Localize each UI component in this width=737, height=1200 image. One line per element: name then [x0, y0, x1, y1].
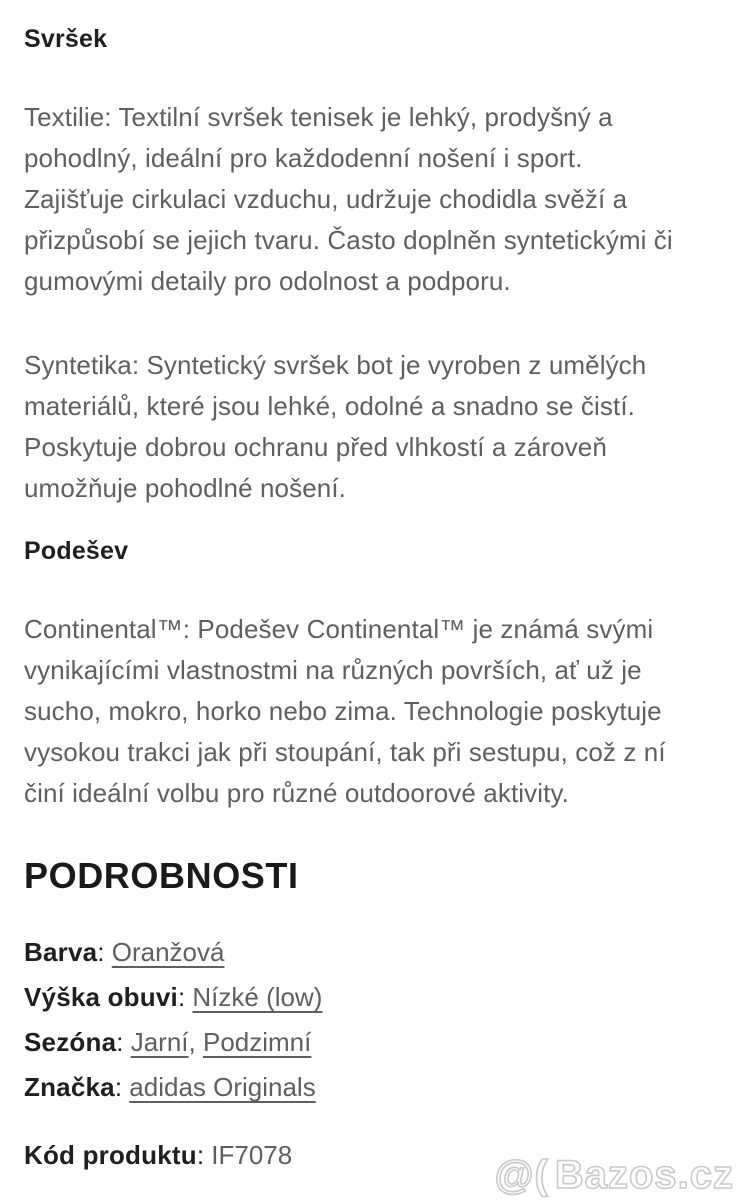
paragraph-syntetika: Syntetika: Syntetický svršek bot je vyroben z umělých materiálů, které jsou lehké, odolné a snadno se čistí. Poskytuje dobrou ochranu před vlhkostí a zároveň umožňuje pohodlné nošení. — [24, 350, 647, 503]
detail-link-podzimni[interactable]: Podzimní — [202, 1027, 312, 1057]
detail-colon: : — [116, 1027, 124, 1057]
bazos-logo-icon: @( — [494, 1153, 549, 1197]
detail-colon: : — [177, 982, 186, 1012]
detail-link-jarni[interactable]: Jarní — [130, 1027, 189, 1057]
detail-row-sezona — [24, 1027, 689, 1058]
detail-link-adidas-originals[interactable]: adidas Originals — [129, 1072, 316, 1102]
detail-label-kod-produktu: Kód produktu — [24, 1140, 197, 1170]
bazos-watermark — [495, 1154, 735, 1196]
detail-colon: : — [114, 1072, 123, 1102]
detail-label-sezona: Sezóna — [24, 1027, 117, 1057]
detail-link-nizke-low[interactable]: Nízké (low) — [192, 982, 323, 1012]
detail-separator: , — [188, 1027, 196, 1057]
detail-row-barva — [24, 937, 689, 968]
paragraph-continental: Continental™: Podešev Continental™ je známá svými vynikajícími vlastnostmi na různých površích, ať už je sucho, mokro, horko nebo zima. Technologie poskytuje vysokou trakci jak při stoupání, tak při sestupu, což z ní činí ideální volbu pro různé outdoorové aktivity. — [24, 614, 666, 808]
detail-row-znacka — [24, 1072, 689, 1103]
product-code-value: IF7078 — [211, 1140, 293, 1170]
detail-label-barva: Barva — [24, 937, 98, 967]
detail-link-oranzova[interactable]: Oranžová — [111, 937, 225, 967]
detail-row-vyska-obuvi — [24, 982, 689, 1013]
detail-colon: : — [97, 937, 105, 967]
bazos-watermark-text: Bazos.cz — [554, 1153, 734, 1197]
section-heading-podesev: Podešev — [24, 537, 129, 565]
section-heading-svrsek: Svršek — [24, 25, 108, 53]
details-title: PODROBNOSTI — [24, 855, 299, 896]
detail-label-vyska-obuvi: Výška obuvi — [24, 982, 178, 1012]
paragraph-textilie: Textilie: Textilní svršek tenisek je lehký, prodyšný a pohodlný, ideální pro každodenní nošení i sport. Zajišťuje cirkulaci vzduchu, udržuje chodidla svěží a přizpůsobí se jejich tvaru. Často doplněn syntetickými či gumovými detaily pro odolnost a podporu. — [24, 102, 673, 296]
details-list — [24, 937, 689, 1171]
detail-label-znacka: Značka — [24, 1072, 115, 1102]
detail-colon: : — [196, 1140, 205, 1170]
